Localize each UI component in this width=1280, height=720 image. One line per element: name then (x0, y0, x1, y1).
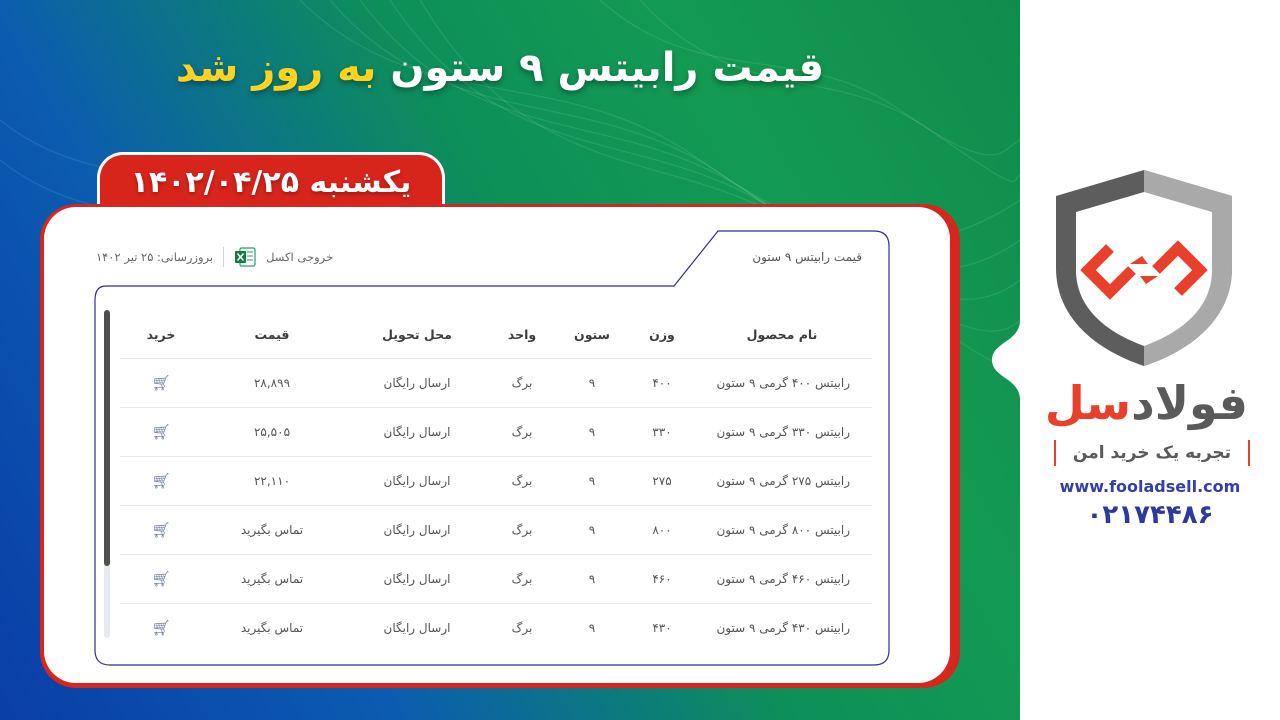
header-buy: خرید (146, 326, 176, 342)
cart-icon[interactable]: 🛒︎ (151, 374, 171, 392)
product-columns: ۹ (552, 457, 632, 506)
shield-logo-icon (1052, 168, 1236, 368)
meta-divider (223, 247, 224, 267)
website-link[interactable]: www.fooladsell.com (1059, 477, 1241, 496)
product-weight: ۴۰۰ (632, 359, 692, 408)
excel-export-label[interactable]: خروجی اکسل (266, 250, 334, 264)
cart-icon[interactable]: 🛒︎ (151, 423, 171, 441)
table-row (120, 555, 872, 604)
product-name: رابیتس ۴۶۰ گرمی ۹ ستون (692, 555, 872, 604)
update-date: بروزرسانی: ۲۵ تیر ۱۴۰۲ (96, 250, 214, 264)
product-weight: ۴۶۰ (632, 555, 692, 604)
header-unit: واحد (507, 326, 537, 342)
buy-cell (120, 457, 202, 506)
table-row (120, 604, 872, 653)
phone-number[interactable]: ۰۲۱۷۴۴۸۶ (1086, 500, 1214, 530)
header-price: قیمت (254, 326, 290, 342)
product-name: رابیتس ۴۳۰ گرمی ۹ ستون (692, 604, 872, 653)
product-columns: ۹ (552, 359, 632, 408)
table-header-row (120, 310, 872, 359)
brand-name (1044, 376, 1248, 430)
headline (0, 45, 1000, 91)
excel-icon[interactable] (234, 247, 256, 267)
brand-name-red: سل (1044, 376, 1132, 430)
product-price: ۲۲,۱۱۰ (202, 457, 342, 506)
cart-icon[interactable]: 🛒︎ (151, 521, 171, 539)
product-delivery: ارسال رایگان (342, 506, 492, 555)
buy-cell (120, 555, 202, 604)
product-columns: ۹ (552, 506, 632, 555)
panel-title: قیمت رابیتس ۹ ستون (752, 250, 862, 264)
buy-cell (120, 408, 202, 457)
price-table-container (120, 310, 872, 652)
headline-highlight: به روز شد (175, 45, 377, 91)
buy-cell (120, 506, 202, 555)
price-table (120, 310, 872, 652)
product-unit: برگ (492, 408, 552, 457)
buy-cell (120, 359, 202, 408)
brand-name-gray: فولاد (1131, 376, 1248, 430)
table-row (120, 408, 872, 457)
product-weight: ۴۳۰ (632, 604, 692, 653)
product-weight: ۳۳۰ (632, 408, 692, 457)
table-row (120, 359, 872, 408)
cart-icon[interactable]: 🛒︎ (151, 619, 171, 637)
product-price: تماس بگیرید (202, 555, 342, 604)
date-badge (97, 152, 445, 212)
product-weight: ۲۷۵ (632, 457, 692, 506)
cart-icon[interactable]: 🛒︎ (151, 570, 171, 588)
product-delivery: ارسال رایگان (342, 457, 492, 506)
header-columns: ستون (574, 326, 610, 342)
brand-tagline: تجربه یک خرید امن (1054, 440, 1250, 466)
product-unit: برگ (492, 359, 552, 408)
product-unit: برگ (492, 604, 552, 653)
table-row (120, 457, 872, 506)
product-columns: ۹ (552, 408, 632, 457)
panel-meta (96, 246, 333, 268)
product-delivery: ارسال رایگان (342, 555, 492, 604)
header-product-name: نام محصول (746, 326, 818, 342)
product-columns: ۹ (552, 555, 632, 604)
table-row (120, 506, 872, 555)
header-weight: وزن (649, 326, 675, 342)
product-price: تماس بگیرید (202, 506, 342, 555)
product-name: رابیتس ۴۰۰ گرمی ۹ ستون (692, 359, 872, 408)
product-price: ۲۵,۵۰۵ (202, 408, 342, 457)
product-name: رابیتس ۳۳۰ گرمی ۹ ستون (692, 408, 872, 457)
headline-main: قیمت رابیتس ۹ ستون (390, 45, 825, 91)
product-unit: برگ (492, 457, 552, 506)
header-delivery: محل تحویل (382, 326, 452, 342)
buy-cell (120, 604, 202, 653)
product-name: رابیتس ۸۰۰ گرمی ۹ ستون (692, 506, 872, 555)
product-delivery: ارسال رایگان (342, 359, 492, 408)
date-text: یکشنبه ۱۴۰۲/۰۴/۲۵ (130, 164, 412, 200)
product-columns: ۹ (552, 604, 632, 653)
cart-icon[interactable]: 🛒︎ (151, 472, 171, 490)
product-unit: برگ (492, 555, 552, 604)
scrollbar-thumb[interactable] (104, 310, 110, 566)
product-price: ۲۸,۸۹۹ (202, 359, 342, 408)
product-delivery: ارسال رایگان (342, 408, 492, 457)
product-price: تماس بگیرید (202, 604, 342, 653)
product-weight: ۸۰۰ (632, 506, 692, 555)
product-unit: برگ (492, 506, 552, 555)
product-delivery: ارسال رایگان (342, 604, 492, 653)
product-name: رابیتس ۲۷۵ گرمی ۹ ستون (692, 457, 872, 506)
